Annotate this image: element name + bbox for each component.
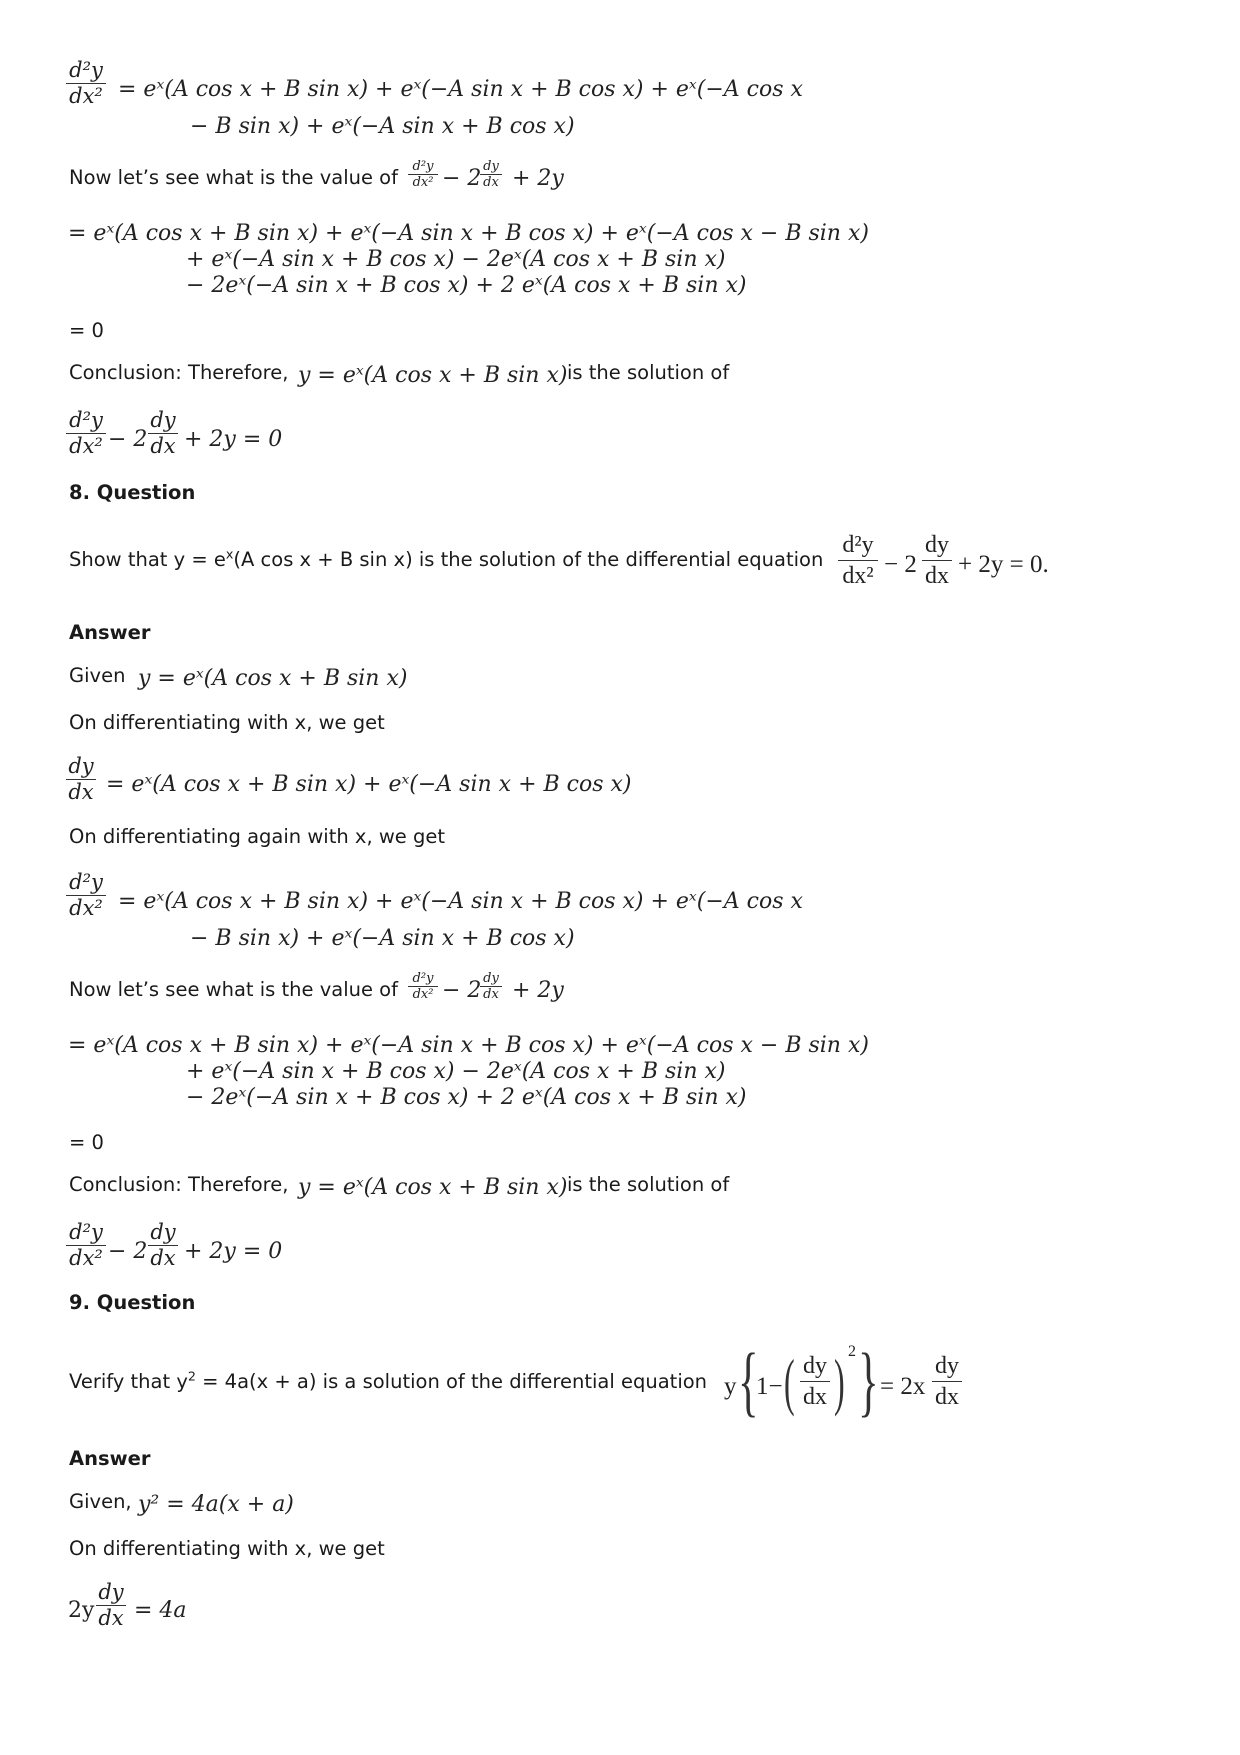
q9-deriv-lhs: 2y (68, 1598, 95, 1623)
q8-expansion-line-3: − 2eˣ(−A sin x + B cos x) + 2 eˣ(A cos x + B sin x) (186, 1085, 747, 1110)
q8-conclusion-text: Conclusion: Therefore, (69, 1173, 289, 1196)
q8-second-derivative-rhs-1: = eˣ(A cos x + B sin x) + eˣ(−A sin x + B cos x) + eˣ(−A cos x (118, 889, 803, 914)
q8-conclusion-solution-y: y = eˣ(A cos x + B sin x) (298, 1175, 568, 1200)
second-derivative-rhs-1: = eˣ(A cos x + B sin x) + eˣ(−A sin x + B cos x) + eˣ(−A cos x (118, 77, 803, 102)
q9-eq-right-paren: ) (834, 1346, 845, 1417)
expr-d2y-fraction: d²y dx² (408, 160, 438, 189)
q8-heading: 8. Question (69, 481, 196, 504)
q8-expr-plus-2y: + 2y (512, 978, 564, 1003)
q8-answer-heading: Answer (69, 621, 151, 644)
q8-given-label: Given (69, 664, 126, 687)
q8-eq-d2y-fraction: d²y dx² (838, 533, 878, 588)
expansion-line-3: − 2eˣ(−A sin x + B cos x) + 2 eˣ(A cos x + B sin x) (186, 273, 747, 298)
expr-dy-fraction: dy dx (480, 160, 502, 189)
final-plus-2y-eq-0: + 2y = 0 (184, 427, 283, 452)
q8-given-y: y = eˣ(A cos x + B sin x) (138, 666, 408, 691)
q8-eq-tail: + 2y = 0. (958, 551, 1049, 578)
q8-eq-minus-2: − 2 (884, 551, 917, 578)
q9-answer-heading: Answer (69, 1447, 151, 1470)
q9-deriv-dy-dx-fraction: dy dx (96, 1582, 126, 1629)
q9-eq-right-brace: } (858, 1337, 879, 1424)
q9-eq-rhs-dy-dx-fraction: dy dx (932, 1354, 962, 1409)
q8-expansion-line-2: + eˣ(−A sin x + B cos x) − 2eˣ(A cos x + B sin x) (186, 1059, 726, 1084)
second-derivative-rhs-2: − B sin x) + eˣ(−A sin x + B cos x) (190, 114, 575, 139)
q9-statement: Verify that $y^2 = 4a(x + a)$ is a solution of the differential equation (69, 1368, 708, 1393)
q8-diff-again-text: On differentiating again with x, we get (69, 825, 446, 848)
q9-diff-once-text: On differentiating with x, we get (69, 1537, 385, 1560)
expr-plus-2y: + 2y (512, 166, 564, 191)
q9-eq-left-brace: { (738, 1337, 759, 1424)
q9-eq-one-minus: 1− (756, 1373, 783, 1400)
q8-statement: Show that $y = e^x(A$ cos x + B sin x) is the solution of the differential equation (69, 546, 824, 571)
q8-expr-minus-2: − 2 (442, 978, 482, 1003)
q8-final-minus-2: − 2 (108, 1239, 148, 1264)
q8-expr-d2y-fraction: d²y dx² (408, 972, 438, 1001)
q8-dy-dx-fraction: dy dx (66, 756, 96, 803)
q8-now-lets-see-text: Now let’s see what is the value of (69, 978, 398, 1001)
q8-final-plus-2y-eq-0: + 2y = 0 (184, 1239, 283, 1264)
q8-second-derivative-rhs-2: − B sin x) + eˣ(−A sin x + B cos x) (190, 926, 575, 951)
q9-deriv-rhs: = 4a (134, 1598, 187, 1623)
q9-eq-y: y (724, 1373, 737, 1400)
q8-expansion-line-1: = eˣ(A cos x + B sin x) + eˣ(−A sin x + B cos x) + eˣ(−A cos x − B sin x) (68, 1033, 869, 1058)
conclusion-text: Conclusion: Therefore, (69, 361, 289, 384)
expr-minus-2: − 2 (442, 166, 482, 191)
q8-equals-zero: = 0 (69, 1131, 104, 1154)
q9-given-label: Given, (69, 1490, 132, 1513)
d2y-dx2-fraction: d²y dx² (66, 60, 106, 107)
expansion-line-2: + eˣ(−A sin x + B cos x) − 2eˣ(A cos x + B sin x) (186, 247, 726, 272)
q8-d2y-dx2-fraction: d²y dx² (66, 872, 106, 919)
q8-final-dy-fraction: dy dx (148, 1222, 178, 1269)
conclusion-solution-y: y = eˣ(A cos x + B sin x) (298, 363, 568, 388)
q9-eq-left-paren: ( (784, 1346, 795, 1417)
q9-eq-square: 2 (848, 1343, 856, 1360)
final-d2y-fraction: d²y dx² (66, 410, 106, 457)
q9-eq-dy-dx-fraction: dy dx (800, 1354, 830, 1409)
q9-heading: 9. Question (69, 1291, 196, 1314)
q8-first-derivative-rhs: = eˣ(A cos x + B sin x) + eˣ(−A sin x + B cos x) (106, 772, 632, 797)
expansion-line-1: = eˣ(A cos x + B sin x) + eˣ(−A sin x + B cos x) + eˣ(−A cos x − B sin x) (68, 221, 869, 246)
final-dy-fraction: dy dx (148, 410, 178, 457)
now-lets-see-text: Now let’s see what is the value of (69, 166, 398, 189)
final-minus-2: − 2 (108, 427, 148, 452)
q8-diff-once-text: On differentiating with x, we get (69, 711, 385, 734)
q8-is-solution-of-text: is the solution of (567, 1173, 730, 1196)
equals-zero: = 0 (69, 319, 104, 342)
q9-eq-rhs: = 2x (880, 1373, 926, 1400)
q8-eq-dy-fraction: dy dx (922, 533, 952, 588)
q9-given-equation: y² = 4a(x + a) (138, 1492, 294, 1517)
q8-expr-dy-fraction: dy dx (480, 972, 502, 1001)
is-solution-of-text: is the solution of (567, 361, 730, 384)
q8-final-d2y-fraction: d²y dx² (66, 1222, 106, 1269)
